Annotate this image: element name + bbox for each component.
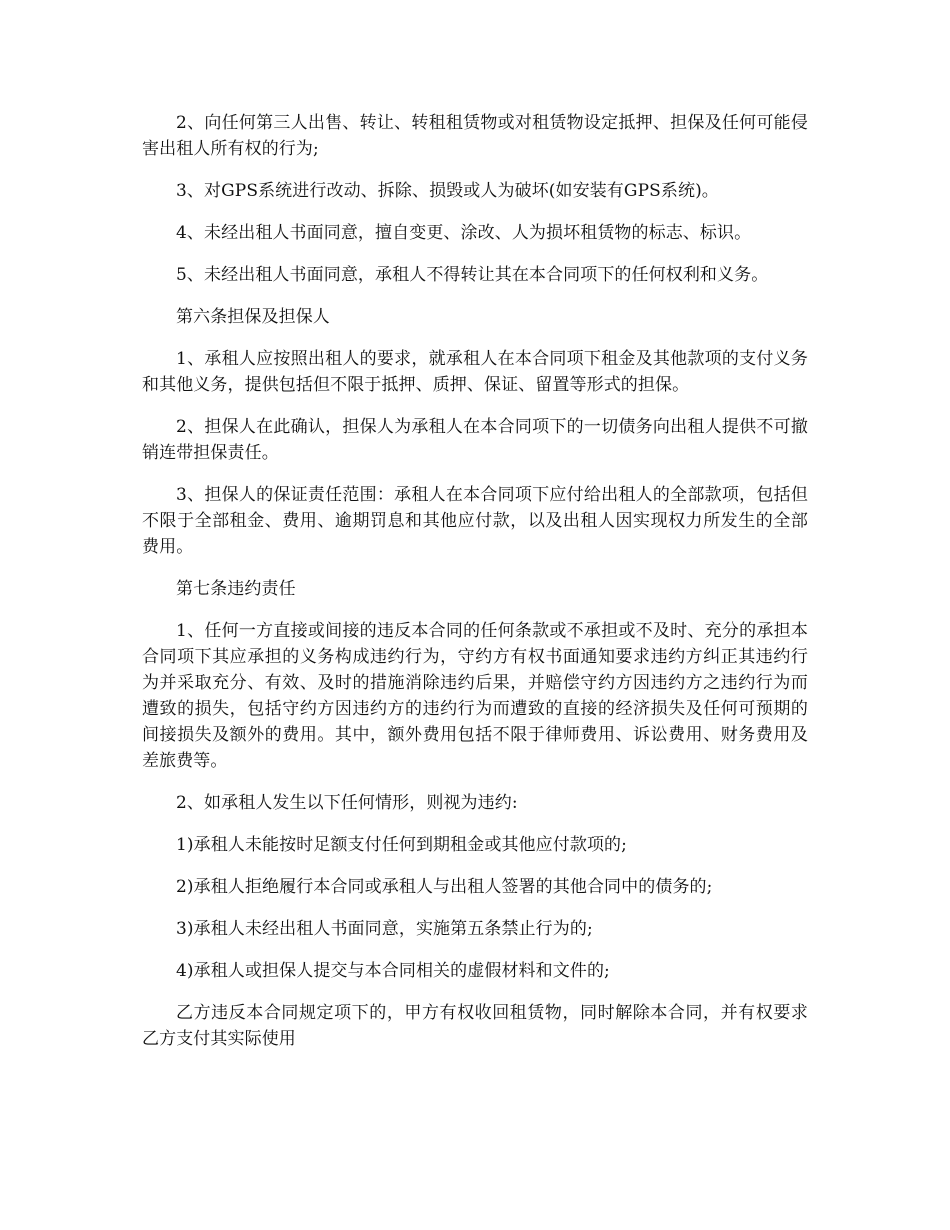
clause-prohibition-4: 4、未经出租人书面同意，擅自变更、涂改、人为损坏租赁物的标志、标识。 [176,223,752,243]
breach-item-4: 4)承租人或担保人提交与本合同相关的虚假材料和文件的; [176,961,610,981]
clause-prohibition-2: 2、向任何第三人出售、转让、转租租赁物或对租赁物设定抵押、担保及任何可能侵害出租人所有权的行为; [142,113,808,159]
clause-breach-1: 1、任何一方直接或间接的违反本合同的任何条款或不承担或不及时、充分的承担本合同项下其应承担的义务构成违约行为，守约方有权书面通知要求违约方纠正其违约行为并采取充分、有效、及时的措施消除违约后果，并赔偿守约方因违约方之违约行为而遭致的损失，包括守约方因违约方的违约行为而遭致的直接的经济损失及任何可预期的间接损失及额外的费用。其中，额外费用包括不限于律师费用、诉讼费用、财务费用及差旅费等。 [142,621,808,771]
breach-item-2: 2)承租人拒绝履行本合同或承租人与出租人签署的其他合同中的债务的; [176,877,713,897]
breach-item-3: 3)承租人未经出租人书面同意，实施第五条禁止行为的; [176,919,593,939]
clause-guarantee-3: 3、担保人的保证责任范围：承租人在本合同项下应付给出租人的全部款项，包括但不限于全部租金、费用、逾期罚息和其他应付款，以及出租人因实现权力所发生的全部费用。 [142,485,808,557]
clause-guarantee-1: 1、承租人应按照出租人的要求，就承租人在本合同项下租金及其他款项的支付义务和其他义务，提供包括但不限于抵押、质押、保证、留置等形式的担保。 [142,349,808,395]
clause-breach-remedy: 乙方违反本合同规定项下的，甲方有权收回租赁物，同时解除本合同，并有权要求乙方支付其实际使用 [142,1003,808,1049]
clause-breach-2: 2、如承租人发生以下任何情形，则视为违约: [176,793,518,813]
document-body [142,110,808,1068]
clause-prohibition-3: 3、对GPS系统进行改动、拆除、损毁或人为破坏(如安装有GPS系统)。 [176,181,719,201]
section-heading-article-6: 第六条担保及担保人 [176,307,330,327]
breach-item-1: 1)承租人未能按时足额支付任何到期租金或其他应付款项的; [176,835,627,855]
section-heading-article-7: 第七条违约责任 [176,579,296,599]
clause-prohibition-5: 5、未经出租人书面同意，承租人不得转让其在本合同项下的任何权利和义务。 [176,265,769,285]
clause-guarantee-2: 2、担保人在此确认，担保人为承租人在本合同项下的一切债务向出租人提供不可撤销连带担保责任。 [142,417,808,463]
